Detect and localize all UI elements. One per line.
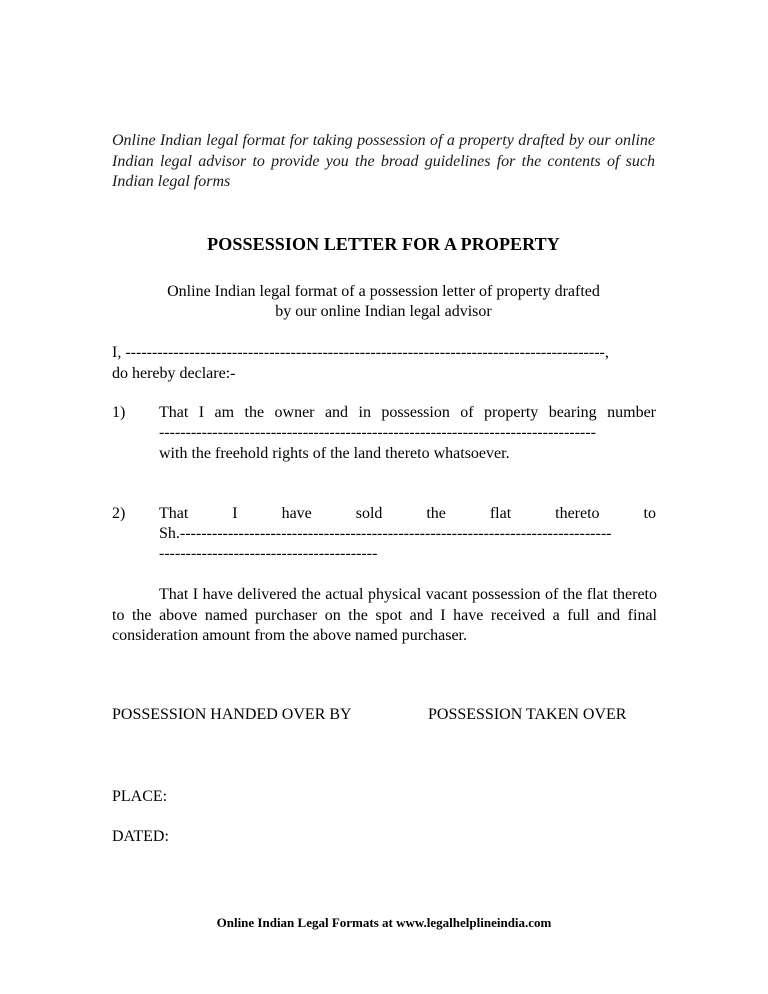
place-label: PLACE: xyxy=(112,788,168,805)
document-title: POSSESSION LETTER FOR A PROPERTY xyxy=(207,234,560,254)
declaration-line-1: I, ------------------------------------------------------------------------------------------, xyxy=(112,344,609,361)
clause-1-number: 1) xyxy=(112,404,126,421)
clause-2-word: thereto xyxy=(555,505,600,522)
clause-2-word: I xyxy=(232,505,238,522)
clause-2-word: That xyxy=(159,505,189,522)
clause-2-word: the xyxy=(426,505,446,522)
handed-over-label: POSSESSION HANDED OVER BY xyxy=(112,706,352,723)
declaration-line-2: do hereby declare:- xyxy=(112,365,236,382)
clause-2-word: to xyxy=(643,505,656,522)
clause-1-line-2: ---------------------------------------------------------------------------------- xyxy=(159,424,596,441)
dated-label: DATED: xyxy=(112,828,169,845)
clause-2-line-2: Sh.--------------------------------------------------------------------------------- xyxy=(159,525,612,542)
clause-1-line-3: with the freehold rights of the land thereto whatsoever. xyxy=(159,445,510,462)
intro-text: Online Indian legal format for taking possession of a property drafted by our online Indian legal advisor to provide you the broad guidelines for the contents of such Indian legal forms xyxy=(112,132,655,190)
clause-2-line-1 xyxy=(159,504,656,524)
clause-2-word: flat xyxy=(489,505,512,522)
clause-2-word: sold xyxy=(355,505,383,522)
footer-text: Online Indian Legal Formats at www.legalhelplineindia.com xyxy=(216,915,552,930)
taken-over-label: POSSESSION TAKEN OVER xyxy=(428,706,627,723)
clause-2-word: have xyxy=(281,505,312,522)
delivery-paragraph: That I have delivered the actual physical vacant possession of the flat thereto to the above named purchaser on the spot and I have received a full and final consideration amount from the above named purchaser. xyxy=(112,586,657,644)
subtitle-line-2: by our online Indian legal advisor xyxy=(275,303,492,320)
clause-2-line-3: ----------------------------------------- xyxy=(159,545,378,562)
document-subtitle xyxy=(112,282,655,322)
clause-2-number: 2) xyxy=(112,505,126,522)
clause-1-line-1: That I am the owner and in possession of property bearing number xyxy=(159,404,656,421)
subtitle-line-1: Online Indian legal format of a possession letter of property drafted xyxy=(167,283,600,300)
